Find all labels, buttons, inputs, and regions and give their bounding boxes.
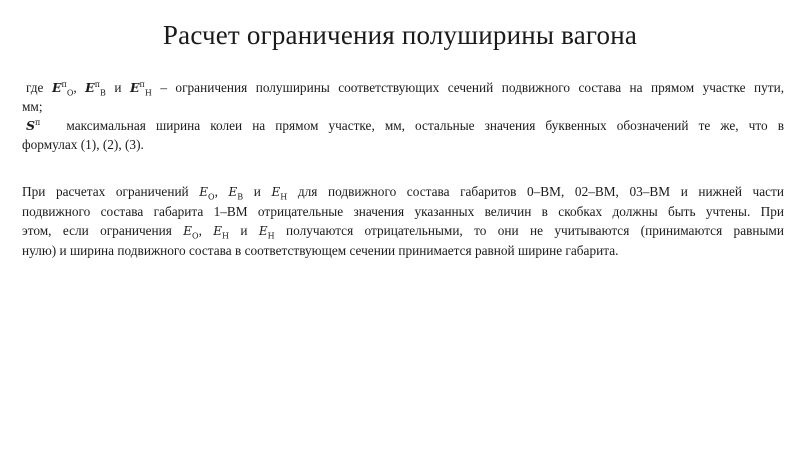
definition-1-text: – ограничения полуширины соответствующих сечений подвижного состава на прямом участке пути, <box>160 80 785 95</box>
lead-word: где <box>26 80 44 95</box>
slide-title: Расчет ограничения полуширины вагона <box>162 20 638 50</box>
definitions-paragraph <box>22 78 784 154</box>
symbol-e-h-italic: $E_H$ <box>213 224 230 241</box>
conjunction: и <box>114 80 122 95</box>
symbol-e-o-italic: $E_O$ <box>199 185 215 202</box>
definition-line-3 <box>22 116 784 135</box>
symbol-e-v: $E^п_В$ <box>85 79 106 98</box>
notes-line-2: подвижного состава габарита 1–ВМ отрицательные значения указанных величин в скобках должны быть учтены. При <box>22 204 784 219</box>
definition-line-1 <box>22 78 784 97</box>
symbol-s: $S^п$ <box>26 117 41 133</box>
symbol-e-o: $E^п_O$ <box>51 79 74 98</box>
symbol-e-b-italic: $E_B$ <box>228 185 244 202</box>
definition-2-text: максимальная ширина колеи на прямом участке, мм, остальные значения буквенных обозначений те же, что в <box>66 118 784 133</box>
symbol-e-h-italic: $E_H$ <box>258 224 275 241</box>
definition-line-2: мм; <box>22 99 43 114</box>
symbol-e-o-italic: $E_O$ <box>183 224 199 241</box>
symbol-e-h-italic: $E_H$ <box>271 185 288 202</box>
comma: , <box>73 80 77 95</box>
notes-line-3: этом, если ограничения $E_O$, $E_H$ и $E_H$ получаются отрицательными, то они не учитываются (принимаются равными <box>22 223 784 241</box>
symbol-e-h: $E^п_H$ <box>130 79 152 98</box>
notes-paragraph <box>22 182 784 260</box>
notes-line-1: При расчетах ограничений $E_O$, $E_B$ и $E_H$ для подвижного состава габаритов 0–ВМ, 02–ВМ, 03–ВМ и нижней части <box>22 184 784 202</box>
notes-line-4: нулю) и ширина подвижного состава в соответствующем сечении принимается равной ширине габарита. <box>22 243 619 258</box>
definition-line-4: формулах (1), (2), (3). <box>22 137 144 152</box>
